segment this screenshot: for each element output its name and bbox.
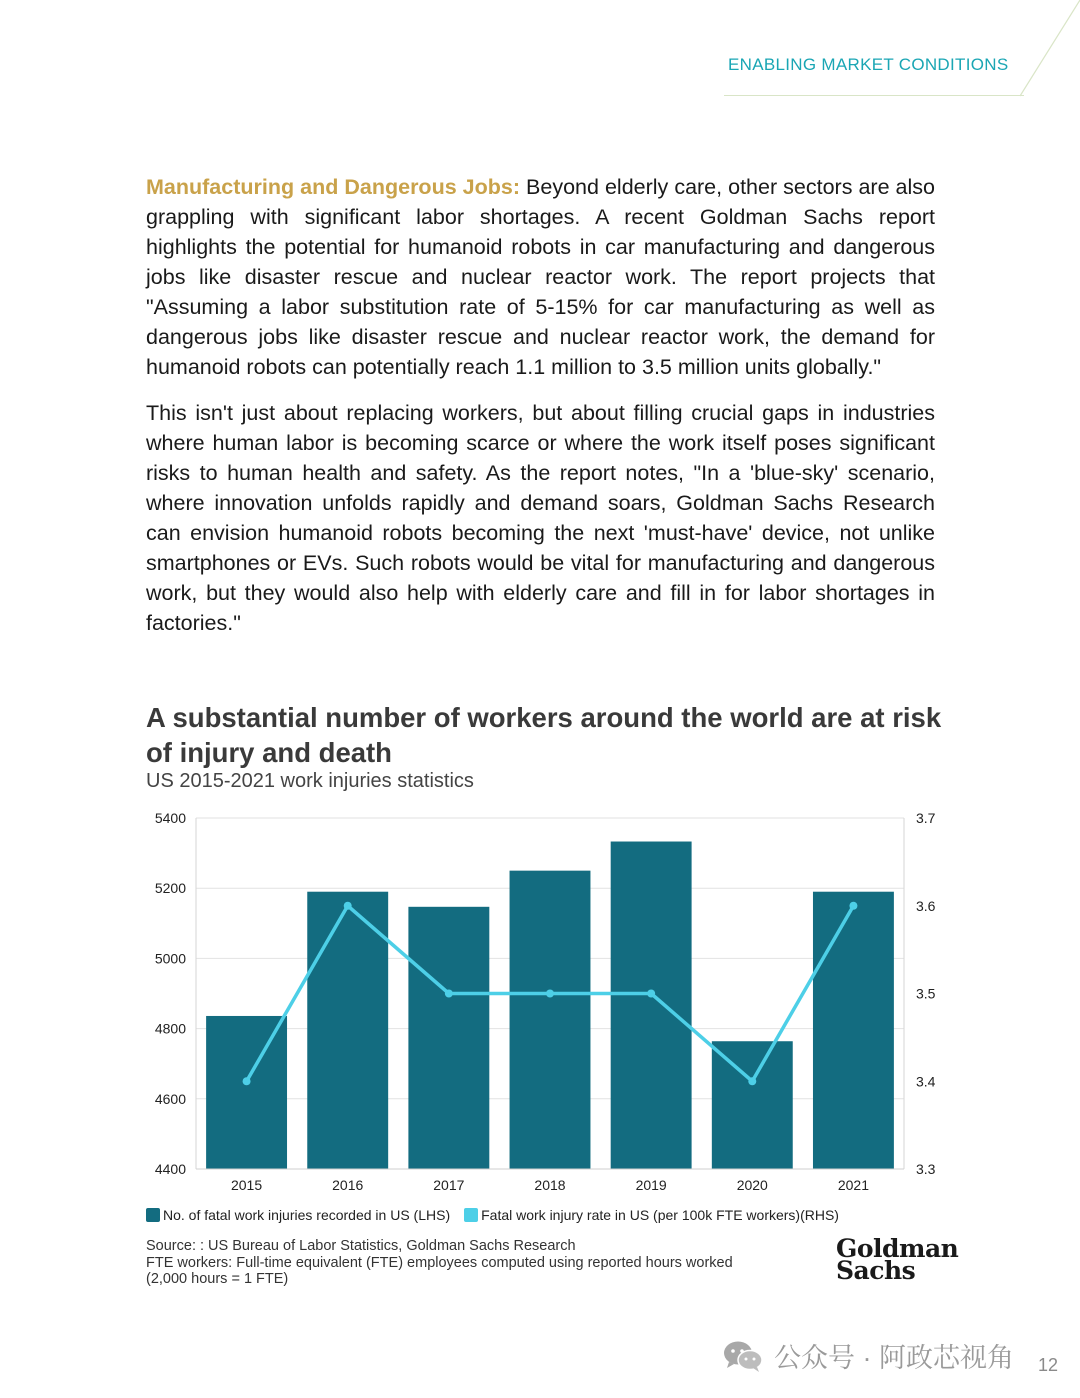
y-tick-left: 5400 (154, 810, 186, 826)
y-tick-right: 3.3 (916, 1161, 936, 1177)
header-divider (724, 95, 1024, 96)
chart-subtitle: US 2015-2021 work injuries statistics (146, 770, 474, 792)
y-tick-right: 3.7 (916, 810, 936, 826)
injury-chart (0, 800, 1080, 1200)
y-tick-left: 5000 (154, 950, 186, 967)
paragraph-lead: Manufacturing and Dangerous Jobs: (146, 175, 521, 199)
paragraph-text: Beyond elderly care, other sectors are also grappling with significant labor shortages. A recent Goldman Sachs report highlights the potential for humanoid robots in car manufacturing and dangerous jobs like disaster rescue and nuclear reactor work. The report projects that "Assuming a labor substitution rate of 5-15% for car manufacturing as well as dangerous jobs like disaster rescue and nuclear reactor work, the demand for humanoid robots can potentially reach 1.1 million to 3.5 million units globally." (146, 175, 935, 379)
chart-legend (146, 1207, 853, 1223)
wechat-icon (722, 1339, 764, 1373)
bar-2021 (813, 892, 894, 1169)
rate-point-2018 (546, 990, 554, 998)
paragraph-manufacturing (146, 172, 935, 382)
rate-point-2015 (243, 1077, 251, 1085)
source-line-1: Source: : US Bureau of Labor Statistics, Goldman Sachs Research (146, 1238, 576, 1254)
source-line-3: (2,000 hours = 1 FTE) (146, 1271, 289, 1287)
bar-2015 (206, 1016, 287, 1169)
bar-2019 (611, 842, 692, 1169)
paragraph-blue-sky: This isn't just about replacing workers, but about filling crucial gaps in industries where human labor is becoming scarce or where the work itself poses significant risks to human health and safety. As the report notes, "In a 'blue-sky' scenario, where innovation unfolds rapidly and demand soars, Goldman Sachs Research can envision humanoid robots becoming the next 'must-have' device, not unlike smartphones or EVs. Such robots would be vital for manufacturing and dangerous work, but they would also help with elderly care and fill in for labor shortages in factories." (146, 401, 935, 635)
rate-point-2020 (748, 1077, 756, 1085)
x-tick-label: 2015 (230, 1177, 263, 1193)
legend-label-bars: No. of fatal work injuries recorded in US (LHS) (163, 1207, 451, 1223)
x-tick-label: 2019 (635, 1177, 667, 1193)
legend-swatch-line (464, 1208, 478, 1222)
y-tick-left: 4400 (154, 1161, 186, 1177)
y-tick-right: 3.5 (916, 985, 936, 1002)
bar-2018 (510, 871, 591, 1169)
goldman-sachs-logo (836, 1234, 959, 1285)
wechat-watermark (722, 1336, 1014, 1375)
logo-line-1: Goldman (836, 1234, 959, 1263)
chart-source (146, 1238, 826, 1288)
legend-item-bars (146, 1207, 450, 1223)
y-tick-left: 4800 (154, 1020, 186, 1037)
x-tick-label: 2020 (736, 1177, 768, 1193)
x-tick-label: 2021 (837, 1177, 870, 1193)
source-line-2: FTE workers: Full-time equivalent (FTE) employees computed using reported hours worked (146, 1254, 733, 1271)
x-tick-label: 2018 (534, 1177, 566, 1193)
rate-point-2021 (849, 902, 857, 910)
chart-title: A substantial number of workers around the world are at risk of injury and death (146, 702, 942, 768)
section-label: ENABLING MARKET CONDITIONS (728, 55, 1009, 74)
x-tick-label: 2016 (332, 1177, 364, 1193)
y-tick-left: 5200 (154, 880, 186, 897)
page-number: 12 (1038, 1355, 1059, 1375)
header-slash-decoration (1020, 0, 1080, 100)
bar-2020 (712, 1041, 793, 1169)
logo-line-2: Sachs (836, 1256, 916, 1285)
rate-point-2017 (445, 990, 453, 998)
legend-item-line (464, 1207, 839, 1223)
bar-2017 (408, 907, 489, 1169)
legend-label-line: Fatal work injury rate in US (per 100k FTE workers)(RHS) (481, 1207, 839, 1223)
y-tick-right: 3.6 (916, 897, 936, 914)
y-tick-left: 4600 (154, 1090, 186, 1107)
bar-2016 (307, 892, 388, 1169)
legend-swatch-bars (146, 1208, 160, 1222)
x-tick-label: 2017 (433, 1177, 465, 1193)
y-tick-right: 3.4 (916, 1073, 936, 1090)
watermark-text: 公众号 · 阿政芯视角 (774, 1343, 1014, 1373)
rate-point-2019 (647, 990, 655, 998)
rate-point-2016 (344, 902, 352, 910)
